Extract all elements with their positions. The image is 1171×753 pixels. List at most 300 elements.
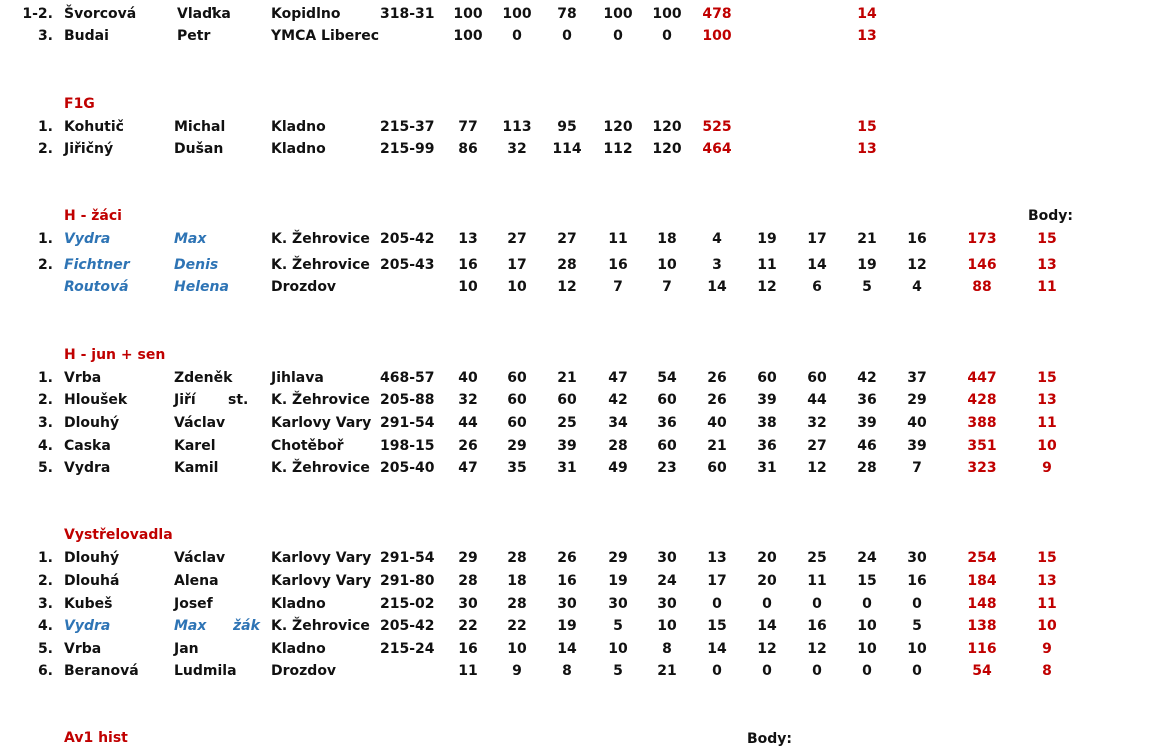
- points-cell: 10: [1037, 618, 1057, 634]
- score-cell: 27: [807, 438, 827, 454]
- license-cell: 318-31: [380, 6, 435, 22]
- total-cell: 428: [967, 392, 997, 408]
- surname-cell: Fichtner: [64, 257, 130, 273]
- total-cell: 54: [972, 663, 992, 679]
- score-cell: 100: [603, 6, 633, 22]
- score-cell: 0: [862, 596, 872, 612]
- surname-cell: Vrba: [64, 370, 102, 386]
- score-cell: 11: [608, 231, 628, 247]
- firstname-cell: Ludmila: [174, 663, 237, 679]
- club-cell: Kladno: [271, 641, 326, 657]
- score-cell: 20: [757, 573, 777, 589]
- surname-cell: Jiřičný: [64, 141, 114, 157]
- score-cell: 30: [657, 550, 677, 566]
- firstname-cell: Helena: [174, 279, 229, 295]
- club-cell: Chotěboř: [271, 438, 344, 454]
- score-cell: 42: [608, 392, 628, 408]
- table-row: [0, 277, 1171, 297]
- rank-cell: 2.: [37, 141, 53, 157]
- score-cell: 22: [458, 618, 478, 634]
- score-cell: 30: [907, 550, 927, 566]
- firstname-cell: Michal: [174, 119, 226, 135]
- score-cell: 30: [557, 596, 577, 612]
- surname-cell: Kubeš: [64, 596, 113, 612]
- total-cell: 148: [967, 596, 997, 612]
- surname-cell: Vrba: [64, 641, 102, 657]
- score-cell: 6: [812, 279, 822, 295]
- club-cell: K. Žehrovice: [271, 257, 370, 273]
- score-cell: 12: [807, 460, 827, 476]
- surname-cell: Švorcová: [64, 6, 137, 22]
- table-row: [0, 571, 1171, 591]
- score-cell: 14: [557, 641, 577, 657]
- surname-cell: Vydra: [64, 231, 111, 247]
- firstname-cell: Zdeněk: [174, 370, 233, 386]
- score-cell: 0: [912, 596, 922, 612]
- score-cell: 60: [657, 392, 677, 408]
- score-cell: 32: [458, 392, 478, 408]
- score-cell: 3: [712, 257, 722, 273]
- score-cell: 10: [857, 618, 877, 634]
- score-cell: 60: [657, 438, 677, 454]
- score-cell: 60: [507, 415, 527, 431]
- score-cell: 14: [807, 257, 827, 273]
- score-cell: 26: [557, 550, 577, 566]
- score-cell: 0: [812, 596, 822, 612]
- rank-cell: 3.: [37, 28, 53, 44]
- table-row: [0, 255, 1171, 275]
- score-cell: 25: [807, 550, 827, 566]
- section-title-f1g: F1G: [64, 96, 95, 112]
- score-cell: 21: [707, 438, 727, 454]
- total-cell: 116: [967, 641, 997, 657]
- score-cell: 8: [662, 641, 672, 657]
- score-cell: 36: [657, 415, 677, 431]
- section-title-av1-hist: Av1 hist: [64, 730, 128, 746]
- score-cell: 16: [557, 573, 577, 589]
- points-cell: 13: [1037, 257, 1057, 273]
- license-cell: 215-24: [380, 641, 435, 657]
- score-cell: 40: [458, 370, 478, 386]
- score-cell: 31: [557, 460, 577, 476]
- score-cell: 0: [712, 596, 722, 612]
- score-cell: 25: [557, 415, 577, 431]
- table-row: [0, 390, 1171, 410]
- score-cell: 22: [507, 618, 527, 634]
- score-cell: 18: [657, 231, 677, 247]
- score-cell: 11: [757, 257, 777, 273]
- rank-cell: 1.: [37, 550, 53, 566]
- table-row: [0, 139, 1171, 159]
- score-cell: 26: [707, 370, 727, 386]
- score-cell: 16: [458, 257, 478, 273]
- score-cell: 5: [613, 618, 623, 634]
- score-cell: 78: [557, 6, 577, 22]
- score-cell: 23: [657, 460, 677, 476]
- license-cell: 205-88: [380, 392, 435, 408]
- score-cell: 28: [857, 460, 877, 476]
- score-cell: 29: [907, 392, 927, 408]
- points-cell: 9: [1042, 460, 1052, 476]
- score-cell: 21: [857, 231, 877, 247]
- score-cell: 60: [757, 370, 777, 386]
- score-cell: 100: [453, 6, 483, 22]
- rank-cell: 1.: [37, 370, 53, 386]
- club-cell: Kopidlno: [271, 6, 341, 22]
- points-cell: 11: [1037, 279, 1057, 295]
- score-cell: 36: [857, 392, 877, 408]
- club-cell: K. Žehrovice: [271, 618, 370, 634]
- rank-cell: 5.: [37, 460, 53, 476]
- table-row: [0, 436, 1171, 456]
- surname-cell: Caska: [64, 438, 111, 454]
- score-cell: 28: [458, 573, 478, 589]
- score-cell: 12: [757, 641, 777, 657]
- firstname-cell: Max: [174, 231, 207, 247]
- score-cell: 30: [608, 596, 628, 612]
- score-cell: 27: [507, 231, 527, 247]
- points-cell: 10: [1037, 438, 1057, 454]
- points-cell: 15: [1037, 231, 1057, 247]
- score-cell: 42: [857, 370, 877, 386]
- score-cell: 100: [652, 6, 682, 22]
- license-cell: 215-99: [380, 141, 435, 157]
- firstname-cell: Václav: [174, 550, 226, 566]
- score-cell: 60: [807, 370, 827, 386]
- firstname-cell: Jan: [174, 641, 199, 657]
- club-cell: Drozdov: [271, 663, 337, 679]
- score-cell: 29: [507, 438, 527, 454]
- score-cell: 34: [608, 415, 628, 431]
- score-cell: 120: [603, 119, 633, 135]
- section-title-vystrelovadla: Vystřelovadla: [64, 527, 173, 543]
- score-cell: 37: [907, 370, 927, 386]
- score-cell: 11: [458, 663, 478, 679]
- score-cell: 10: [857, 641, 877, 657]
- score-cell: 44: [458, 415, 478, 431]
- score-cell: 39: [857, 415, 877, 431]
- score-cell: 19: [608, 573, 628, 589]
- points-cell: 13: [1037, 573, 1057, 589]
- firstname-cell: Max: [174, 618, 207, 634]
- table-row: [0, 229, 1171, 249]
- score-cell: 77: [458, 119, 478, 135]
- surname-cell: Vydra: [64, 618, 111, 634]
- score-cell: 9: [512, 663, 522, 679]
- score-cell: 0: [662, 28, 672, 44]
- score-cell: 14: [707, 641, 727, 657]
- score-cell: 27: [557, 231, 577, 247]
- score-cell: 13: [707, 550, 727, 566]
- score-cell: 16: [907, 231, 927, 247]
- license-cell: 205-43: [380, 257, 435, 273]
- rank-cell: 2.: [37, 392, 53, 408]
- surname-cell: Routová: [64, 279, 129, 295]
- score-cell: 60: [507, 392, 527, 408]
- score-cell: 112: [603, 141, 633, 157]
- score-cell: 28: [608, 438, 628, 454]
- firstname-cell: Vlaďka: [177, 6, 231, 22]
- rank-cell: 3.: [37, 596, 53, 612]
- rank-cell: 4.: [37, 618, 53, 634]
- total-cell: 100: [702, 28, 732, 44]
- score-cell: 10: [608, 641, 628, 657]
- score-cell: 120: [652, 141, 682, 157]
- firstname-cell: Jiří: [174, 392, 196, 408]
- club-cell: K. Žehrovice: [271, 392, 370, 408]
- score-cell: 21: [657, 663, 677, 679]
- score-cell: 60: [507, 370, 527, 386]
- license-cell: 291-54: [380, 550, 435, 566]
- score-cell: 60: [557, 392, 577, 408]
- score-cell: 26: [707, 392, 727, 408]
- score-cell: 0: [712, 663, 722, 679]
- score-cell: 32: [507, 141, 527, 157]
- total-cell: 478: [702, 6, 732, 22]
- score-cell: 16: [907, 573, 927, 589]
- points-cell: 15: [857, 119, 877, 135]
- club-cell: Karlovy Vary: [271, 573, 372, 589]
- surname-cell: Hloušek: [64, 392, 128, 408]
- total-cell: 88: [972, 279, 992, 295]
- score-cell: 0: [812, 663, 822, 679]
- rank-cell: 2.: [37, 257, 53, 273]
- rank-cell: 3.: [37, 415, 53, 431]
- score-cell: 4: [712, 231, 722, 247]
- firstname-cell: Dušan: [174, 141, 224, 157]
- table-row: [0, 4, 1171, 24]
- score-cell: 0: [762, 663, 772, 679]
- table-row: [0, 616, 1171, 636]
- score-cell: 29: [458, 550, 478, 566]
- score-cell: 114: [552, 141, 582, 157]
- score-cell: 10: [657, 618, 677, 634]
- score-cell: 14: [757, 618, 777, 634]
- score-cell: 4: [912, 279, 922, 295]
- score-cell: 14: [707, 279, 727, 295]
- score-cell: 11: [807, 573, 827, 589]
- score-cell: 26: [458, 438, 478, 454]
- table-row: [0, 548, 1171, 568]
- score-cell: 30: [458, 596, 478, 612]
- score-cell: 24: [657, 573, 677, 589]
- total-cell: 464: [702, 141, 732, 157]
- score-cell: 0: [762, 596, 772, 612]
- score-cell: 7: [613, 279, 623, 295]
- total-cell: 323: [967, 460, 997, 476]
- score-cell: 47: [458, 460, 478, 476]
- rank-cell: 1.: [37, 231, 53, 247]
- score-cell: 7: [662, 279, 672, 295]
- points-cell: 9: [1042, 641, 1052, 657]
- total-cell: 146: [967, 257, 997, 273]
- points-cell: 13: [857, 141, 877, 157]
- table-row: [0, 413, 1171, 433]
- surname-cell: Dlouhá: [64, 573, 120, 589]
- score-cell: 113: [502, 119, 532, 135]
- score-cell: 32: [807, 415, 827, 431]
- surname-cell: Dlouhý: [64, 415, 120, 431]
- total-cell: 447: [967, 370, 997, 386]
- score-cell: 30: [657, 596, 677, 612]
- firstname-cell: Josef: [174, 596, 213, 612]
- table-row: [0, 639, 1171, 659]
- score-cell: 36: [757, 438, 777, 454]
- score-cell: 8: [562, 663, 572, 679]
- score-cell: 38: [757, 415, 777, 431]
- score-cell: 5: [862, 279, 872, 295]
- club-cell: K. Žehrovice: [271, 460, 370, 476]
- total-cell: 173: [967, 231, 997, 247]
- table-row: [0, 661, 1171, 681]
- points-cell: 15: [1037, 370, 1057, 386]
- score-cell: 54: [657, 370, 677, 386]
- score-cell: 18: [507, 573, 527, 589]
- score-cell: 31: [757, 460, 777, 476]
- score-cell: 16: [608, 257, 628, 273]
- score-cell: 47: [608, 370, 628, 386]
- score-cell: 39: [557, 438, 577, 454]
- score-cell: 0: [862, 663, 872, 679]
- score-cell: 19: [557, 618, 577, 634]
- surname-cell: Kohutič: [64, 119, 124, 135]
- section-title-h-zaci: H - žáci: [64, 208, 122, 224]
- score-cell: 120: [652, 119, 682, 135]
- score-cell: 15: [707, 618, 727, 634]
- score-cell: 28: [557, 257, 577, 273]
- score-cell: 12: [807, 641, 827, 657]
- points-cell: 15: [1037, 550, 1057, 566]
- surname-cell: Vydra: [64, 460, 111, 476]
- score-cell: 7: [912, 460, 922, 476]
- score-cell: 39: [757, 392, 777, 408]
- score-cell: 100: [502, 6, 532, 22]
- score-cell: 40: [907, 415, 927, 431]
- club-cell: Karlovy Vary: [271, 415, 372, 431]
- rank-cell: 6.: [37, 663, 53, 679]
- license-cell: 205-42: [380, 618, 435, 634]
- score-cell: 21: [557, 370, 577, 386]
- club-cell: Jihlava: [271, 370, 324, 386]
- score-cell: 29: [608, 550, 628, 566]
- license-cell: 205-40: [380, 460, 435, 476]
- surname-cell: Budai: [64, 28, 109, 44]
- score-cell: 17: [807, 231, 827, 247]
- license-cell: 215-02: [380, 596, 435, 612]
- score-cell: 0: [562, 28, 572, 44]
- score-cell: 46: [857, 438, 877, 454]
- rank-cell: 2.: [37, 573, 53, 589]
- score-cell: 86: [458, 141, 478, 157]
- table-row: [0, 26, 1171, 46]
- rank-cell: 4.: [37, 438, 53, 454]
- club-cell: Drozdov: [271, 279, 337, 295]
- points-cell: 11: [1037, 596, 1057, 612]
- score-cell: 12: [757, 279, 777, 295]
- license-cell: 291-54: [380, 415, 435, 431]
- score-cell: 40: [707, 415, 727, 431]
- surname-cell: Beranová: [64, 663, 139, 679]
- score-cell: 0: [912, 663, 922, 679]
- points-cell: 13: [1037, 392, 1057, 408]
- score-cell: 15: [857, 573, 877, 589]
- club-cell: Kladno: [271, 596, 326, 612]
- score-cell: 12: [907, 257, 927, 273]
- total-cell: 254: [967, 550, 997, 566]
- section-title-h-jun-sen: H - jun + sen: [64, 347, 166, 363]
- club-cell: Kladno: [271, 119, 326, 135]
- club-cell: YMCA Liberec: [271, 28, 379, 44]
- score-cell: 24: [857, 550, 877, 566]
- club-cell: Kladno: [271, 141, 326, 157]
- firstname-cell: Alena: [174, 573, 219, 589]
- table-row: [0, 117, 1171, 137]
- firstname-cell: Karel: [174, 438, 216, 454]
- score-cell: 0: [613, 28, 623, 44]
- score-cell: 12: [557, 279, 577, 295]
- score-cell: 5: [613, 663, 623, 679]
- name-suffix: st.: [228, 392, 249, 408]
- points-cell: 14: [857, 6, 877, 22]
- firstname-cell: Kamil: [174, 460, 219, 476]
- club-cell: Karlovy Vary: [271, 550, 372, 566]
- score-cell: 16: [458, 641, 478, 657]
- firstname-cell: Denis: [174, 257, 219, 273]
- license-cell: 198-15: [380, 438, 435, 454]
- license-cell: 205-42: [380, 231, 435, 247]
- score-cell: 19: [757, 231, 777, 247]
- score-cell: 10: [458, 279, 478, 295]
- table-row: [0, 458, 1171, 478]
- score-cell: 10: [657, 257, 677, 273]
- points-cell: 8: [1042, 663, 1052, 679]
- score-cell: 95: [557, 119, 577, 135]
- score-cell: 39: [907, 438, 927, 454]
- score-cell: 5: [912, 618, 922, 634]
- score-cell: 10: [507, 641, 527, 657]
- body-label-h-zaci: Body:: [1028, 208, 1074, 224]
- score-cell: 10: [907, 641, 927, 657]
- surname-cell: Dlouhý: [64, 550, 120, 566]
- total-cell: 184: [967, 573, 997, 589]
- score-cell: 17: [507, 257, 527, 273]
- score-cell: 13: [458, 231, 478, 247]
- table-row: [0, 594, 1171, 614]
- score-cell: 17: [707, 573, 727, 589]
- total-cell: 138: [967, 618, 997, 634]
- table-row: [0, 368, 1171, 388]
- score-cell: 10: [507, 279, 527, 295]
- license-cell: 468-57: [380, 370, 435, 386]
- score-cell: 28: [507, 596, 527, 612]
- points-cell: 13: [857, 28, 877, 44]
- score-cell: 44: [807, 392, 827, 408]
- firstname-cell: Petr: [177, 28, 211, 44]
- name-suffix: žák: [233, 618, 260, 634]
- score-cell: 35: [507, 460, 527, 476]
- total-cell: 388: [967, 415, 997, 431]
- rank-cell: 1-2.: [22, 6, 53, 22]
- body-label-av1: Body:: [747, 731, 793, 747]
- score-cell: 0: [512, 28, 522, 44]
- score-cell: 28: [507, 550, 527, 566]
- rank-cell: 5.: [37, 641, 53, 657]
- total-cell: 351: [967, 438, 997, 454]
- points-cell: 11: [1037, 415, 1057, 431]
- score-cell: 16: [807, 618, 827, 634]
- total-cell: 525: [702, 119, 732, 135]
- score-cell: 20: [757, 550, 777, 566]
